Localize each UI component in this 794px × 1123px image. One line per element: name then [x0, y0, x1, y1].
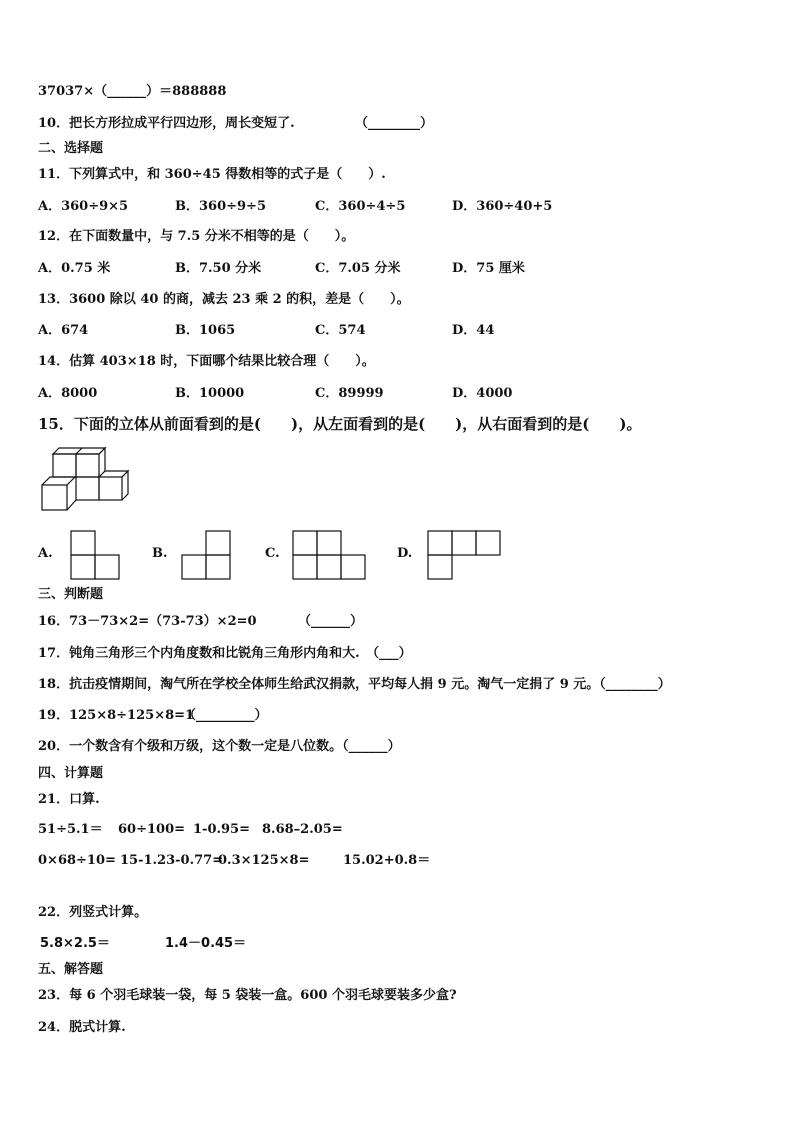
- question-19: 19．125×8÷125×8=1: [38, 708, 195, 723]
- vertical-calc-1: 5.8×2.5＝: [40, 936, 110, 951]
- q15-option-d-figure: [427, 530, 501, 580]
- q15-option-b-label[interactable]: B.: [152, 546, 168, 561]
- question-22: 22．列竖式计算。: [38, 905, 148, 920]
- q14-option-a[interactable]: A．8000: [38, 386, 98, 401]
- oral-calc-2: 60÷100=: [118, 822, 186, 837]
- question-18: 18．抗击疫情期间，淘气所在学校全体师生给武汉捐款，平均每人捐 9 元。淘气一定捐了 9 元。（________）: [38, 677, 671, 692]
- question-23: 23．每 6 个羽毛球装一袋，每 5 袋装一盒。600 个羽毛球要装多少盒?: [38, 988, 457, 1003]
- q19-answer-blank[interactable]: （_________）: [183, 708, 268, 723]
- section-calc-title: 四、计算题: [38, 766, 104, 781]
- q12-option-c[interactable]: C．7.05 分米: [315, 261, 401, 276]
- question-11: 11．下列算式中，和 360÷45 得数相等的式子是（ ）.: [38, 167, 386, 182]
- q13-option-a[interactable]: A．674: [38, 323, 89, 338]
- q15-option-c-figure: [292, 530, 366, 580]
- cube-solid-figure: [40, 448, 140, 514]
- q15-option-a-figure: [70, 530, 120, 580]
- q11-option-b[interactable]: B．360÷9÷5: [175, 199, 267, 214]
- equation-37037: 37037×（______）＝888888: [38, 84, 227, 99]
- q14-option-b[interactable]: B．10000: [175, 386, 245, 401]
- q16-answer-blank[interactable]: （______）: [298, 614, 364, 629]
- q11-option-a[interactable]: A．360÷9×5: [38, 199, 129, 214]
- q11-option-d[interactable]: D．360÷40+5: [452, 199, 553, 214]
- q13-option-c[interactable]: C．574: [315, 323, 366, 338]
- question-24: 24．脱式计算.: [38, 1020, 126, 1035]
- question-12: 12．在下面数量中，与 7.5 分米不相等的是（ ）。: [38, 229, 355, 244]
- section-choice-title: 二、选择题: [38, 141, 104, 156]
- question-14: 14．估算 403×18 时，下面哪个结果比较合理（ ）。: [38, 354, 375, 369]
- oral-calc-3: 1-0.95=: [193, 822, 250, 837]
- q12-option-a[interactable]: A．0.75 米: [38, 261, 111, 276]
- q10-answer-blank[interactable]: （________）: [355, 116, 434, 131]
- vertical-calc-2: 1.4－0.45＝: [165, 936, 247, 951]
- q11-option-c[interactable]: C．360÷4÷5: [315, 199, 406, 214]
- q12-option-b[interactable]: B．7.50 分米: [175, 261, 262, 276]
- question-13: 13．3600 除以 40 的商，减去 23 乘 2 的积，差是（ ）。: [38, 292, 410, 307]
- oral-calc-7: 0.3×125×8=: [218, 853, 310, 868]
- q15-option-d-label[interactable]: D.: [397, 546, 413, 561]
- oral-calc-8: 15.02+0.8＝: [343, 853, 431, 868]
- oral-calc-6: 15-1.23-0.77=: [120, 853, 224, 868]
- q13-option-b[interactable]: B．1065: [175, 323, 236, 338]
- question-20: 20．一个数含有个级和万级，这个数一定是八位数。（______）: [38, 739, 401, 754]
- q15-option-c-label[interactable]: C.: [265, 546, 280, 561]
- q13-option-d[interactable]: D．44: [452, 323, 495, 338]
- question-21: 21．口算.: [38, 792, 100, 807]
- q12-option-d[interactable]: D．75 厘米: [452, 261, 525, 276]
- section-judge-title: 三、判断题: [38, 587, 104, 602]
- q14-option-c[interactable]: C．89999: [315, 386, 384, 401]
- q14-option-d[interactable]: D．4000: [452, 386, 513, 401]
- question-16: 16．73－73×2=（73-73）×2=0: [38, 614, 257, 629]
- oral-calc-1: 51÷5.1＝: [38, 822, 103, 837]
- q15-option-a-label[interactable]: A.: [38, 546, 53, 561]
- question-17: 17．钝角三角形三个内角度数和比锐角三角形内角和大. （___）: [38, 646, 412, 661]
- question-10: 10．把长方形拉成平行四边形，周长变短了.: [38, 116, 295, 131]
- oral-calc-5: 0×68÷10=: [38, 853, 116, 868]
- q15-option-b-figure: [181, 530, 231, 580]
- question-15: 15．下面的立体从前面看到的是( )，从左面看到的是( )，从右面看到的是( )。: [38, 415, 642, 433]
- section-solve-title: 五、解答题: [38, 962, 104, 977]
- oral-calc-4: 8.68–2.05=: [262, 822, 343, 837]
